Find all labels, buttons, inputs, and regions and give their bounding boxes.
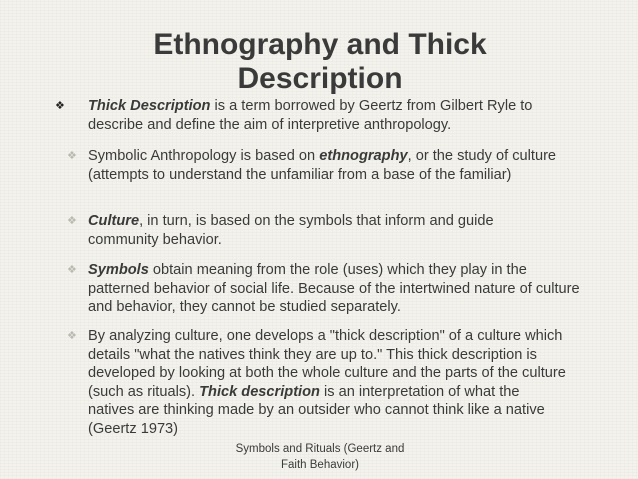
bullet-emphasis: Symbols [88,262,149,278]
bullet-item [67,147,568,184]
bullet-emphasis: Thick description [199,383,320,400]
footer-line-2: Faith Behavior) [281,459,359,471]
footer-line-1: Symbols and Rituals (Geertz and [235,443,405,455]
bullet-text-run: is a term borrowed by Geertz from Gilbert Ryle to describe and define the aim of interpretive anthropology. [88,98,533,133]
diamond-bullet-icon: ❖ [67,215,77,227]
bullet-text [88,327,566,439]
diamond-bullet-icon: ❖ [67,330,77,342]
diamond-bullet-icon: ❖ [55,100,65,112]
bullet-emphasis: Thick Description [88,98,211,114]
bullet-item [67,261,588,317]
slide-title-line-2: Description [237,62,403,95]
bullet-item [67,212,548,249]
bullet-text-run: Symbolic Anthropology is based on [88,148,320,164]
bullet-text [88,147,568,184]
bullet-text-run: , in turn, is based on the symbols that inform and guide community behavior. [88,213,494,248]
bullet-text [88,261,588,317]
bullet-emphasis: Culture [88,213,140,229]
bullet-text-run: is an interpretation of what the natives are thinking made by an outsider who cannot think like a native (Geertz 1973) [88,383,545,437]
bullet-text-run: By analyzing culture, one develops a "thick description" of a culture which details "what the natives think they are up to." This thick description is developed by looking at both the whole culture and the parts of the culture (such as rituals). [88,328,566,400]
bullet-text-run: obtain meaning from the role (uses) which they play in the patterned behavior of social life. Because of the intertwined nature of culture and behavior, they cannot be studied separately. [88,262,580,316]
slide-footer [222,441,418,473]
bullet-text-run: , or the study of culture (attempts to understand the unfamiliar from a base of the familiar) [88,148,557,183]
diamond-bullet-icon: ❖ [67,150,77,162]
slide-title-line-1: Ethnography and Thick [153,28,487,61]
bullet-item [67,327,566,439]
slide-title [120,28,520,96]
diamond-bullet-icon: ❖ [67,264,77,276]
bullet-text [88,97,588,134]
bullet-text [88,212,548,249]
bullet-emphasis: ethnography [319,148,408,164]
bullet-item [55,97,588,134]
